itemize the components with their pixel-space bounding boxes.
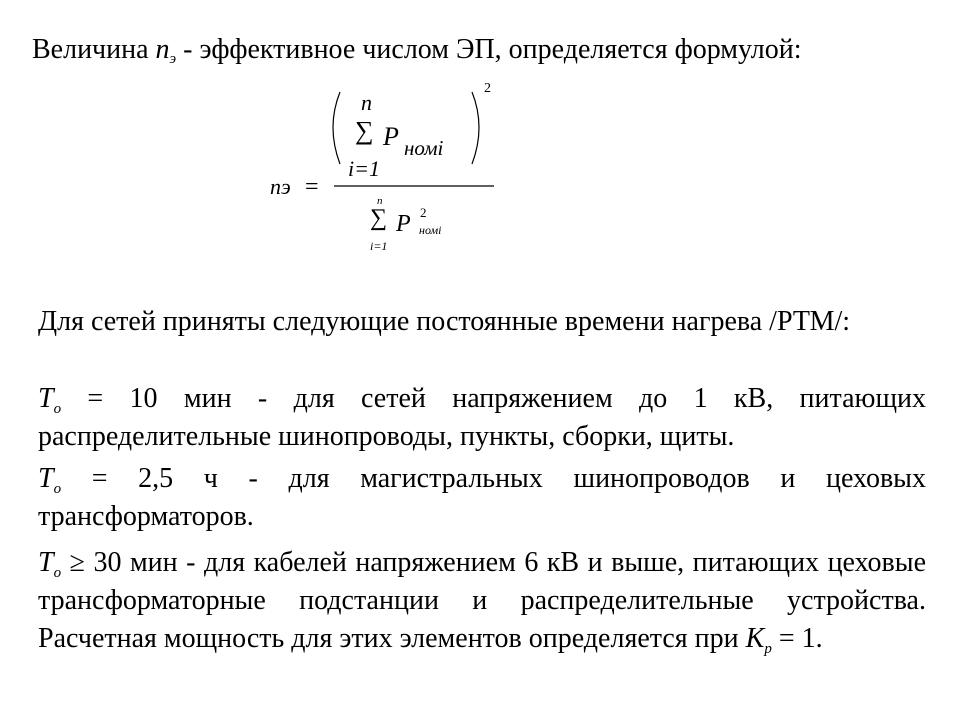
p2-symbol: T xyxy=(38,383,54,414)
p4-k-symbol: K xyxy=(745,623,765,654)
left-paren-icon xyxy=(333,92,340,164)
formula xyxy=(0,0,960,290)
p3-symbol-sub: o xyxy=(53,481,62,497)
num-lower: i=1 xyxy=(348,156,380,181)
num-p: P xyxy=(383,122,399,151)
intro-symbol: n xyxy=(155,34,170,65)
formula-lhs: nэ xyxy=(270,174,291,199)
p4-symbol: T xyxy=(38,547,54,578)
p4-k-sub: p xyxy=(764,641,772,657)
p2-symbol-sub: o xyxy=(53,401,62,417)
formula-fraction-bar-and-parens xyxy=(320,80,500,190)
right-paren-icon xyxy=(472,92,479,164)
den-p: P xyxy=(396,211,411,237)
intro-before: Величина xyxy=(32,34,156,65)
p4-text: ≥ 30 мин - для кабелей напряжением 6 кВ и выше, питающих цеховые трансформаторные подстанции и распределительные устройства. Расчетная мощность для этих элементов определяется при xyxy=(38,547,926,654)
paragraph-2 xyxy=(38,380,926,456)
p4-symbol-sub: o xyxy=(53,565,62,581)
num-sigma: ∑ xyxy=(355,116,374,145)
num-upper: n xyxy=(361,90,372,115)
intro-symbol-sub: э xyxy=(169,51,177,67)
p3-text: = 2,5 ч - для магистральных шинопроводов и цеховых трансформаторов. xyxy=(38,463,926,532)
p2-text: = 10 мин - для сетей напряжением до 1 кВ, питающих распределительные шинопроводы, пункты, сборки, щиты. xyxy=(38,383,926,452)
paragraph-3 xyxy=(38,460,926,536)
num-power: 2 xyxy=(484,81,491,96)
paragraph-1: Для сетей приняты следующие постоянные времени нагрева /РТМ/: xyxy=(38,306,851,337)
den-sub: номi xyxy=(419,223,442,237)
den-lower: i=1 xyxy=(370,239,388,253)
num-sub: номi xyxy=(404,136,444,160)
p3-symbol: T xyxy=(38,463,54,494)
intro-after: - эффективное числом ЭП, определяется формулой: xyxy=(176,34,802,65)
p4-end: = 1. xyxy=(771,623,823,654)
formula-equals: = xyxy=(305,174,319,200)
den-power: 2 xyxy=(420,205,427,220)
den-sigma: ∑ xyxy=(370,205,388,231)
paragraph-4 xyxy=(38,544,926,658)
den-upper: n xyxy=(377,195,383,207)
